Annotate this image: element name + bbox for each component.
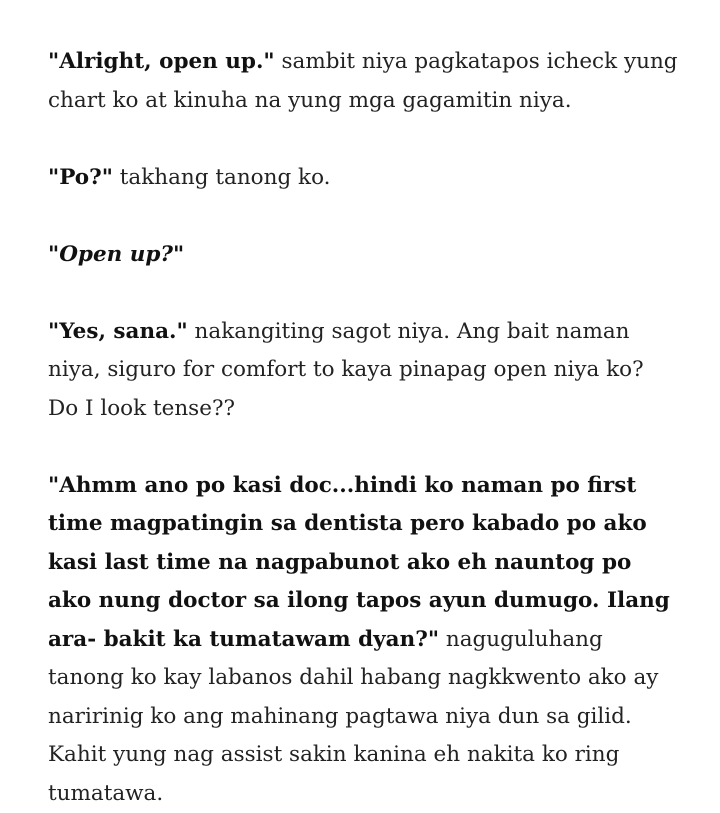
dialogue-alright: "Alright, open up." (48, 49, 275, 74)
dialogue-open-up: "Open up?" (48, 242, 184, 267)
narration-5: naguguluhang tanong ko kay labanos dahil habang nagkkwento ako ay naririnig ko ang mahinang pagtawa niya dun sa gilid. Kahit yung nag assist sakin kanina eh nakita ko ring tumatawa. (48, 627, 658, 806)
dialogue-yes-sana: "Yes, sana." (48, 319, 188, 344)
paragraph-2 (48, 159, 678, 198)
paragraph-5 (48, 467, 678, 813)
narration-2: takhang tanong ko. (113, 165, 331, 190)
paragraph-1 (48, 43, 678, 120)
narration-1: sambit niya pagkatapos icheck yung chart ko at kinuha na yung mga gagamitin niya. (48, 49, 678, 113)
paragraph-3 (48, 236, 678, 275)
story-text (48, 43, 678, 813)
paragraph-4 (48, 313, 678, 429)
dialogue-ahmm: "Ahmm ano po kasi doc...hindi ko naman po first time magpatingin sa dentista pero kabado po ako kasi last time na nagpabunot ako eh nauntog po ako nung doctor sa ilong tapos ayun dumugo. Ilang ara- bakit ka tumatawam dyan?" (48, 473, 670, 652)
narration-4: nakangiting sagot niya. Ang bait naman niya, siguro for comfort to kaya pinapag open niya ko? Do I look tense?? (48, 319, 644, 421)
dialogue-po: "Po?" (48, 165, 113, 190)
